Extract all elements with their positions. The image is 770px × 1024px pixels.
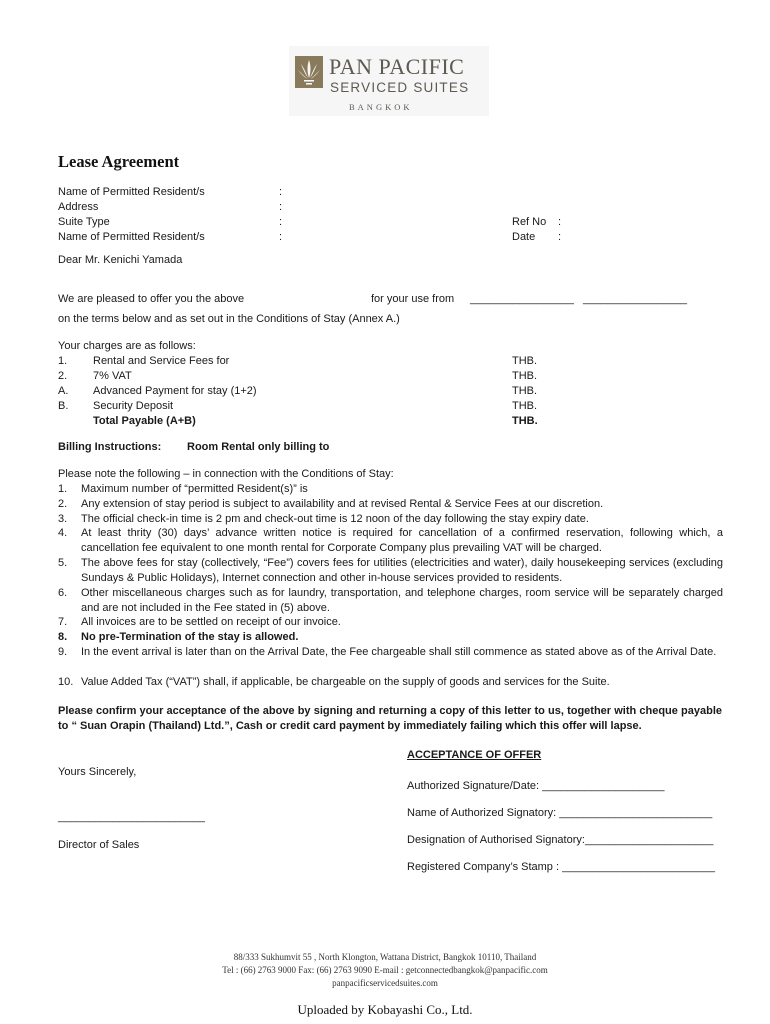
charge-currency: THB.: [512, 400, 538, 412]
charge-total-currency: THB.: [512, 415, 538, 427]
footer-contact: Tel : (66) 2763 9000 Fax: (66) 2763 9090 E-mail : getconnectedbangkok@panpacific.com: [222, 965, 548, 975]
condition-number: 2.: [58, 498, 68, 510]
charge-total-label: Total Payable (A+B): [93, 415, 196, 427]
condition-number: 6.: [58, 587, 68, 599]
offer-text: We are pleased to offer you the above: [58, 293, 245, 305]
charge-key: B.: [58, 400, 69, 412]
uploaded-by: Uploaded by Kobayashi Co., Ltd.: [297, 1002, 473, 1017]
conditions-intro: Please note the following – in connection with the Conditions of Stay:: [58, 468, 394, 480]
condition-text: All invoices are to be settled on receipt of our invoice.: [81, 616, 341, 628]
offer-blank-to: _________________: [583, 293, 688, 305]
condition-text: Maximum number of “permitted Resident(s)” is: [81, 483, 308, 495]
condition-number: 5.: [58, 557, 68, 569]
condition-text: Value Added Tax (“VAT”) shall, if applicable, be chargeable on the supply of goods and services for the Suite.: [81, 676, 610, 688]
billing-value: Room Rental only billing to: [187, 441, 330, 453]
acceptance-signatory-name: Name of Authorized Signatory: _________________________: [407, 807, 713, 819]
condition-number: 1.: [58, 483, 68, 495]
charge-currency: THB.: [512, 355, 538, 367]
condition-number: 9.: [58, 646, 68, 658]
field-colon: :: [279, 231, 283, 243]
acceptance-designation: Designation of Authorised Signatory:_____________________: [407, 834, 714, 846]
acceptance-signature-date: Authorized Signature/Date: ____________________: [407, 780, 665, 792]
condition-text: In the event arrival is later than on the Arrival Date, the Fee chargeable shall still commence as stated above as of the Arrival Date.: [81, 646, 717, 658]
charge-label: 7% VAT: [93, 370, 132, 382]
billing-label: Billing Instructions:: [58, 441, 162, 453]
condition-text: No pre-Termination of the stay is allowed.: [81, 631, 299, 643]
field-colon: :: [558, 231, 562, 243]
charge-label: Advanced Payment for stay (1+2): [93, 385, 257, 397]
condition-text: The official check-in time is 2 pm and check-out time is 12 noon of the day following the stay expiry date.: [81, 513, 589, 525]
company-logo: [289, 46, 489, 116]
charges-intro: Your charges are as follows:: [58, 340, 196, 352]
condition-text: The above fees for stay (collectively, “Fee”) covers fees for utilities (electricities and water), daily housekeeping services (excluding Sundays & Public Holidays), Internet connection and other in-house services provided to residents.: [81, 557, 723, 584]
condition-number: 8.: [58, 631, 68, 643]
logo-city: BANGKOK: [349, 102, 413, 112]
field-label-address: Address: [58, 201, 99, 213]
charge-label: Rental and Service Fees for: [93, 355, 230, 367]
charge-key: 2.: [58, 370, 68, 382]
charge-currency: THB.: [512, 370, 538, 382]
logo-subtitle: SERVICED SUITES: [330, 80, 470, 95]
document-title: Lease Agreement: [58, 152, 180, 171]
field-label-resident: Name of Permitted Resident/s: [58, 186, 205, 198]
greeting: Dear Mr. Kenichi Yamada: [58, 254, 183, 266]
acceptance-heading: ACCEPTANCE OF OFFER: [407, 749, 542, 761]
condition-number: 4.: [58, 527, 68, 539]
signature-line: ________________________: [58, 811, 205, 823]
field-colon: :: [558, 216, 562, 228]
field-label-ref-no: Ref No: [512, 216, 547, 228]
condition-number: 10.: [58, 676, 74, 688]
field-colon: :: [279, 201, 283, 213]
charge-currency: THB.: [512, 385, 538, 397]
acceptance-company-stamp: Registered Company’s Stamp : _________________________: [407, 861, 716, 873]
field-label-resident-2: Name of Permitted Resident/s: [58, 231, 205, 243]
field-label-suite-type: Suite Type: [58, 216, 110, 228]
footer-address: 88/333 Sukhumvit 55 , North Klongton, Wattana District, Bangkok 10110, Thailand: [233, 952, 537, 962]
footer-website: panpacificservicedsuites.com: [332, 978, 438, 988]
condition-number: 7.: [58, 616, 68, 628]
offer-blank-from: _________________: [470, 293, 575, 305]
field-label-date: Date: [512, 231, 536, 243]
condition-text: Any extension of stay period is subject to availability and at revised Rental & Service Fees at our discretion.: [81, 498, 604, 510]
offer-text-use: for your use from: [371, 293, 455, 305]
offer-terms: on the terms below and as set out in the Conditions of Stay (Annex A.): [58, 313, 400, 325]
field-colon: :: [279, 216, 283, 228]
closing-yours-sincerely: Yours Sincerely,: [58, 766, 137, 778]
condition-text: Other miscellaneous charges such as for laundry, transportation, and telephone charges, room service will be separately charged and are not included in the Fee stated in (5) above.: [81, 587, 723, 614]
charge-label: Security Deposit: [93, 400, 174, 412]
field-colon: :: [279, 186, 283, 198]
condition-text: At least thrity (30) days’ advance written notice is required for cancellation of a confirmed reservation, following which, a cancellation fee equivalent to one month rental for Corporate Company plus prevailing VAT will be charged.: [81, 527, 723, 554]
condition-number: 3.: [58, 513, 68, 525]
logo-brand-name: PAN PACIFIC: [329, 54, 465, 79]
charge-key: A.: [58, 385, 69, 397]
charge-key: 1.: [58, 355, 68, 367]
leaf-emblem-icon: [295, 56, 323, 88]
signatory-role: Director of Sales: [58, 839, 140, 851]
confirmation-paragraph: Please confirm your acceptance of the above by signing and returning a copy of this letter to us, together with cheque payable to “ Suan Orapin (Thailand) Ltd.”, Cash or credit card payment by immediately failing which this offer will lapse.: [58, 705, 722, 732]
